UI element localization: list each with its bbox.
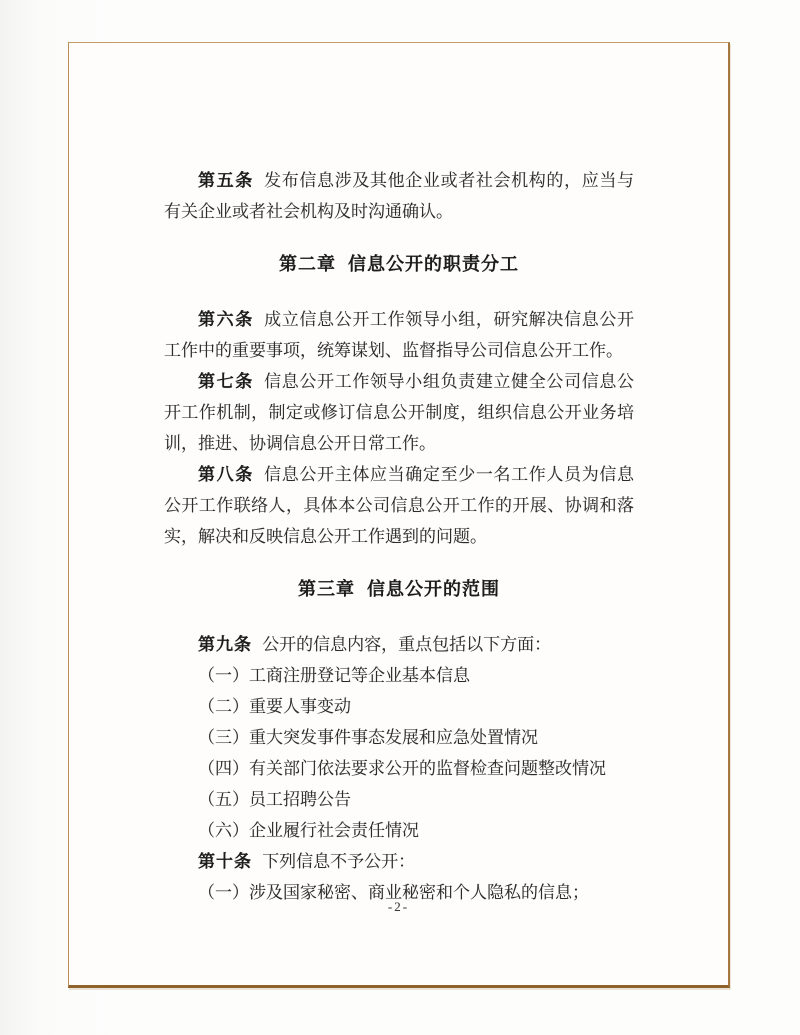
list-item: （五）员工招聘公告 [198,790,351,809]
article-number: 第五条 [198,171,254,190]
list-item: （六）企业履行社会责任情况 [198,821,419,840]
article-number: 第八条 [198,465,254,484]
list-item: （一）涉及国家秘密、商业秘密和个人隐私的信息； [198,883,589,902]
article-number: 第十条 [198,852,252,871]
article-number: 第九条 [198,635,252,654]
article-number: 第七条 [198,372,254,391]
document-content [164,165,634,908]
article-paragraph [164,165,634,227]
list-item: （一）工商注册登记等企业基本信息 [198,666,470,685]
article-number: 第六条 [198,310,254,329]
document-page [68,42,730,988]
article-text: 下列信息不予公开： [262,852,416,871]
article-text: 公开的信息内容，重点包括以下方面： [262,635,552,654]
page-number: -2- [387,899,410,914]
article-paragraph [164,459,634,552]
chapter-heading: 第三章 信息公开的范围 [298,579,500,599]
list-item: （二）重要人事变动 [198,697,351,716]
article-text: 成立信息公开工作领导小组，研究解决信息公开工作中的重要事项，统筹谋划、监督指导公司信息公开工作。 [164,310,635,360]
article-text: 信息公开主体应当确定至少一名工作人员为信息公开工作联络人，具体本公司信息公开工作的开展、协调和落实，解决和反映信息公开工作遇到的问题。 [164,465,635,546]
article-paragraph [164,846,634,877]
list-item: （三）重大突发事件事态发展和应急处置情况 [198,728,538,747]
article-paragraph [164,366,634,459]
article-paragraph [164,304,634,366]
chapter-heading: 第二章 信息公开的职责分工 [279,254,519,274]
article-text: 信息公开工作领导小组负责建立健全公司信息公开工作机制，制定或修订信息公开制度，组织信息公开业务培训，推进、协调信息公开日常工作。 [164,372,635,453]
article-paragraph [164,629,634,660]
list-item: （四）有关部门依法要求公开的监督检查问题整改情况 [198,759,606,778]
article-text: 发布信息涉及其他企业或者社会机构的，应当与有关企业或者社会机构及时沟通确认。 [164,171,635,221]
